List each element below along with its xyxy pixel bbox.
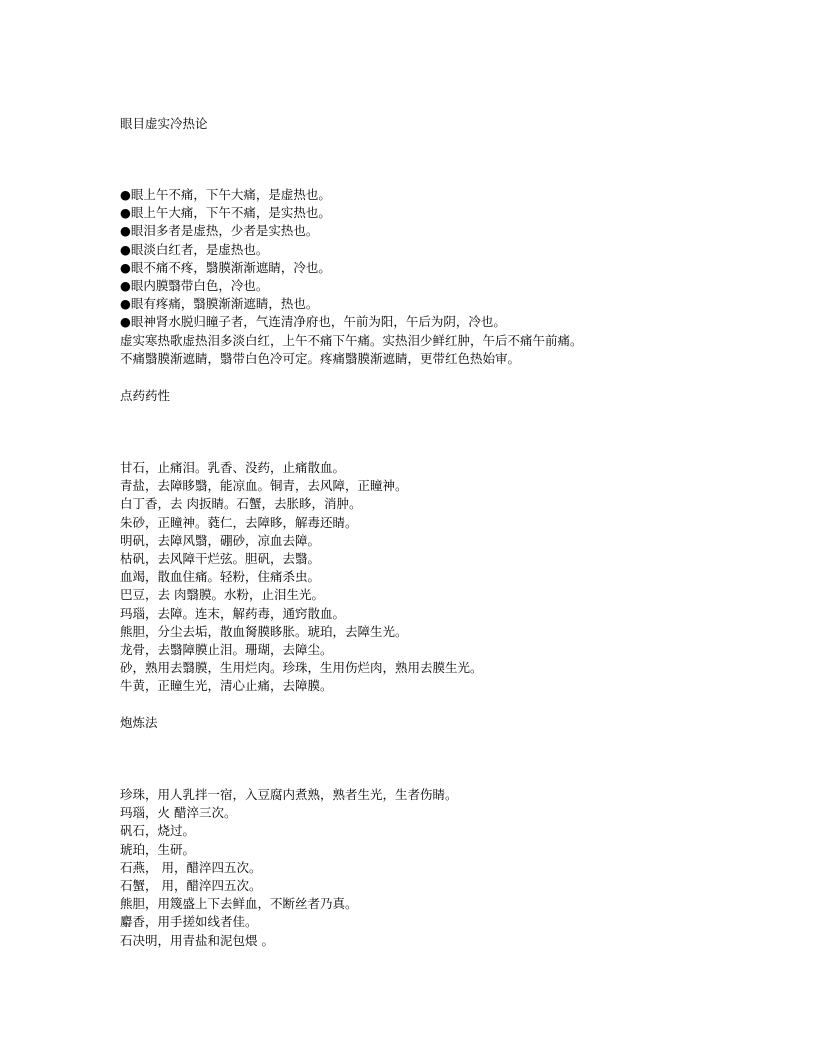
text-line: 不痛翳膜渐遮睛，翳带白色冷可定。疼痛翳膜渐遮睛，更带红色热始审。 [120, 350, 521, 366]
text-line: 砂，熟用去翳膜，生用烂肉。珍珠，生用伤烂肉，熟用去膜生光。 [120, 660, 483, 676]
text-line: ●眼有疼痛，翳膜渐渐遮睛，热也。 [120, 296, 319, 312]
text-line: 虚实寒热歌虚热泪多淡白红，上午不痛下午痛。实热泪少鲜红肿，午后不痛午前痛。 [120, 332, 583, 348]
text-line: 龙骨，去翳障膜止泪。珊瑚，去障尘。 [120, 641, 333, 657]
section-body-eye-drop-properties [120, 459, 483, 695]
text-line: ●眼泪多者是虚热，少者是实热也。 [120, 223, 319, 239]
text-line: 矾石，烧过。 [120, 823, 196, 839]
text-line: 熊胆，用篾盛上下去鲜血，不断丝者乃真。 [120, 896, 358, 912]
text-line: 石蟹， 用，醋淬四五次。 [120, 877, 262, 893]
text-line: 明矾，去障风翳，硼砂，凉血去障。 [120, 532, 321, 548]
text-line: 玛瑙，火 醋淬三次。 [120, 805, 237, 821]
text-line: 血竭，散血住痛。轻粉，住痛杀虫。 [120, 569, 321, 585]
text-line: 巴豆，去 肉翳膜。水粉，止泪生光。 [120, 587, 324, 603]
section-title-processing-methods: 炮炼法 [120, 715, 158, 730]
text-line: ●眼上午大痛，下午不痛，是实热也。 [120, 205, 331, 221]
text-line: 朱砂，正瞳神。蕤仁，去障眵，解毒还睛。 [120, 514, 358, 530]
text-line: 熊胆，分尘去垢，散血胬膜眵胀。琥珀，去障生光。 [120, 623, 408, 639]
text-line: 青盐，去障眵翳，能凉血。铜青，去风障，正瞳神。 [120, 478, 408, 494]
section-body-eye-deficiency-excess [120, 186, 583, 368]
text-line: 玛瑙，去障。连末，解药毒，通窍散血。 [120, 605, 346, 621]
section-body-processing-methods [120, 786, 458, 950]
text-line: ●眼神肾水脱归瞳子者，气连清净府也，午前为阳，午后为阴，冷也。 [120, 314, 506, 330]
text-line: 牛黄，正瞳生光，清心止痛，去障膜。 [120, 678, 333, 694]
text-line: 石燕， 用，醋淬四五次。 [120, 859, 262, 875]
text-line: 石决明，用青盐和泥包煨 。 [120, 932, 274, 948]
text-line: ●眼不痛不疼，翳膜渐渐遮睛，冷也。 [120, 259, 331, 275]
section-title-eye-drop-properties: 点药药性 [120, 388, 171, 403]
text-line: 枯矾，去风障干烂弦。胆矾，去翳。 [120, 550, 321, 566]
text-line: ●眼上午不痛，下午大痛，是虚热也。 [120, 187, 331, 202]
text-line: 琥珀，生研。 [120, 841, 196, 857]
section-title-eye-deficiency-excess: 眼目虚实冷热论 [120, 116, 208, 131]
text-line: ●眼内膜翳带白色，冷也。 [120, 277, 269, 293]
text-line: 白丁香，去 肉扳睛。石蟹，去胀眵，消肿。 [120, 496, 362, 512]
text-line: 珍珠，用人乳拌一宿，入豆腐内煮熟，熟者生光，生者伤睛。 [120, 787, 458, 802]
text-line: 麝香，用手搓如线者佳。 [120, 914, 258, 930]
text-line: ●眼淡白红者，是虚热也。 [120, 241, 269, 257]
text-line: 甘石，止痛泪。乳香、没药，止痛散血。 [120, 460, 346, 475]
